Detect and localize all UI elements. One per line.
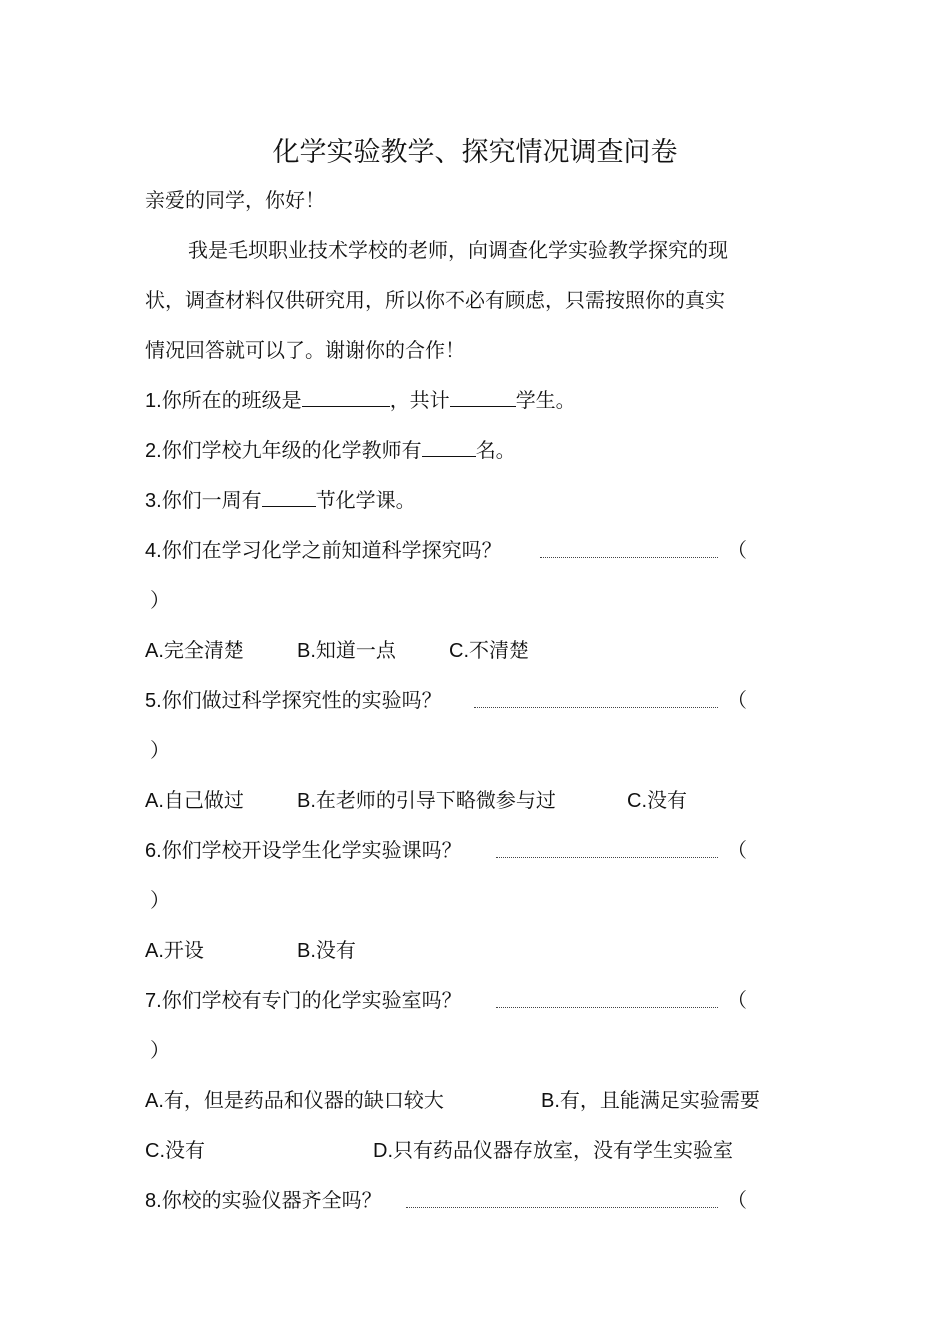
question-3	[145, 486, 416, 515]
question-4	[145, 536, 502, 565]
question-number: 3.	[145, 490, 162, 512]
option-a[interactable]: A.有，但是药品和仪器的缺口较大	[145, 1088, 444, 1112]
question-number: 5.	[145, 690, 162, 712]
option-b[interactable]: B.在老师的引导下略微参与过	[297, 788, 556, 812]
question-text: 节化学课。	[315, 488, 416, 512]
question-number: 7.	[145, 990, 162, 1012]
option-c[interactable]: C.没有	[145, 1138, 205, 1162]
question-2	[145, 436, 516, 465]
answer-leader-line	[496, 857, 718, 858]
question-1	[145, 386, 576, 415]
option-d[interactable]: D.只有药品仪器存放室，没有学生实验室	[373, 1138, 733, 1162]
answer-paren-close: ）	[150, 1038, 170, 1062]
answer-paren-open: （	[727, 838, 747, 862]
answer-leader-line	[540, 557, 718, 558]
answer-paren-close: ）	[150, 738, 170, 762]
question-text: 你们一周有	[161, 488, 262, 512]
class-blank[interactable]	[302, 386, 390, 407]
option-b[interactable]: B.有，且能满足实验需要	[541, 1088, 760, 1112]
answer-paren-open: （	[727, 1188, 747, 1212]
question-6	[145, 836, 462, 865]
question-number: 1.	[145, 390, 162, 412]
question-text: 学生。	[515, 388, 576, 412]
teacher-count-blank[interactable]	[422, 436, 476, 457]
question-text: 你们学校开设学生化学实验课吗？	[161, 838, 462, 862]
intro-line-3: 情况回答就可以了。谢谢你的合作！	[145, 338, 465, 362]
greeting: 亲爱的同学，你好！	[145, 188, 325, 212]
intro-line-2: 状，调查材料仅供研究用，所以你不必有顾虑，只需按照你的真实	[145, 288, 725, 312]
option-a[interactable]: A.完全清楚	[145, 638, 244, 662]
option-c[interactable]: C.没有	[627, 788, 687, 812]
option-b[interactable]: B.知道一点	[297, 638, 396, 662]
answer-paren-close: ）	[150, 888, 170, 912]
answer-leader-line	[406, 1207, 718, 1208]
intro-line-1: 我是毛坝职业技术学校的老师，向调查化学实验教学探究的现	[188, 238, 728, 262]
question-7	[145, 986, 462, 1015]
question-number: 4.	[145, 540, 162, 562]
page-title: 化学实验教学、探究情况调查问卷	[272, 137, 678, 168]
lesson-count-blank[interactable]	[262, 486, 316, 507]
question-5	[145, 686, 442, 715]
answer-leader-line	[474, 707, 718, 708]
question-text: 你们学校有专门的化学实验室吗？	[161, 988, 462, 1012]
answer-paren-close: ）	[150, 588, 170, 612]
question-number: 2.	[145, 440, 162, 462]
question-number: 6.	[145, 840, 162, 862]
option-b[interactable]: B.没有	[297, 938, 356, 962]
question-text: 名。	[475, 438, 516, 462]
question-8	[145, 1186, 382, 1215]
option-a[interactable]: A.开设	[145, 938, 204, 962]
answer-paren-open: （	[727, 688, 747, 712]
question-text: 你们在学习化学之前知道科学探究吗？	[161, 538, 502, 562]
question-text: 你们学校九年级的化学教师有	[161, 438, 422, 462]
question-text: 你们做过科学探究性的实验吗？	[161, 688, 442, 712]
answer-paren-open: （	[727, 538, 747, 562]
answer-leader-line	[496, 1007, 718, 1008]
student-count-blank[interactable]	[450, 386, 516, 407]
option-c[interactable]: C.不清楚	[449, 638, 529, 662]
answer-paren-open: （	[727, 988, 747, 1012]
question-text: 你所在的班级是	[161, 388, 302, 412]
question-text: 你校的实验仪器齐全吗？	[161, 1188, 382, 1212]
question-text: ，共计	[389, 388, 450, 412]
option-a[interactable]: A.自己做过	[145, 788, 244, 812]
question-number: 8.	[145, 1190, 162, 1212]
